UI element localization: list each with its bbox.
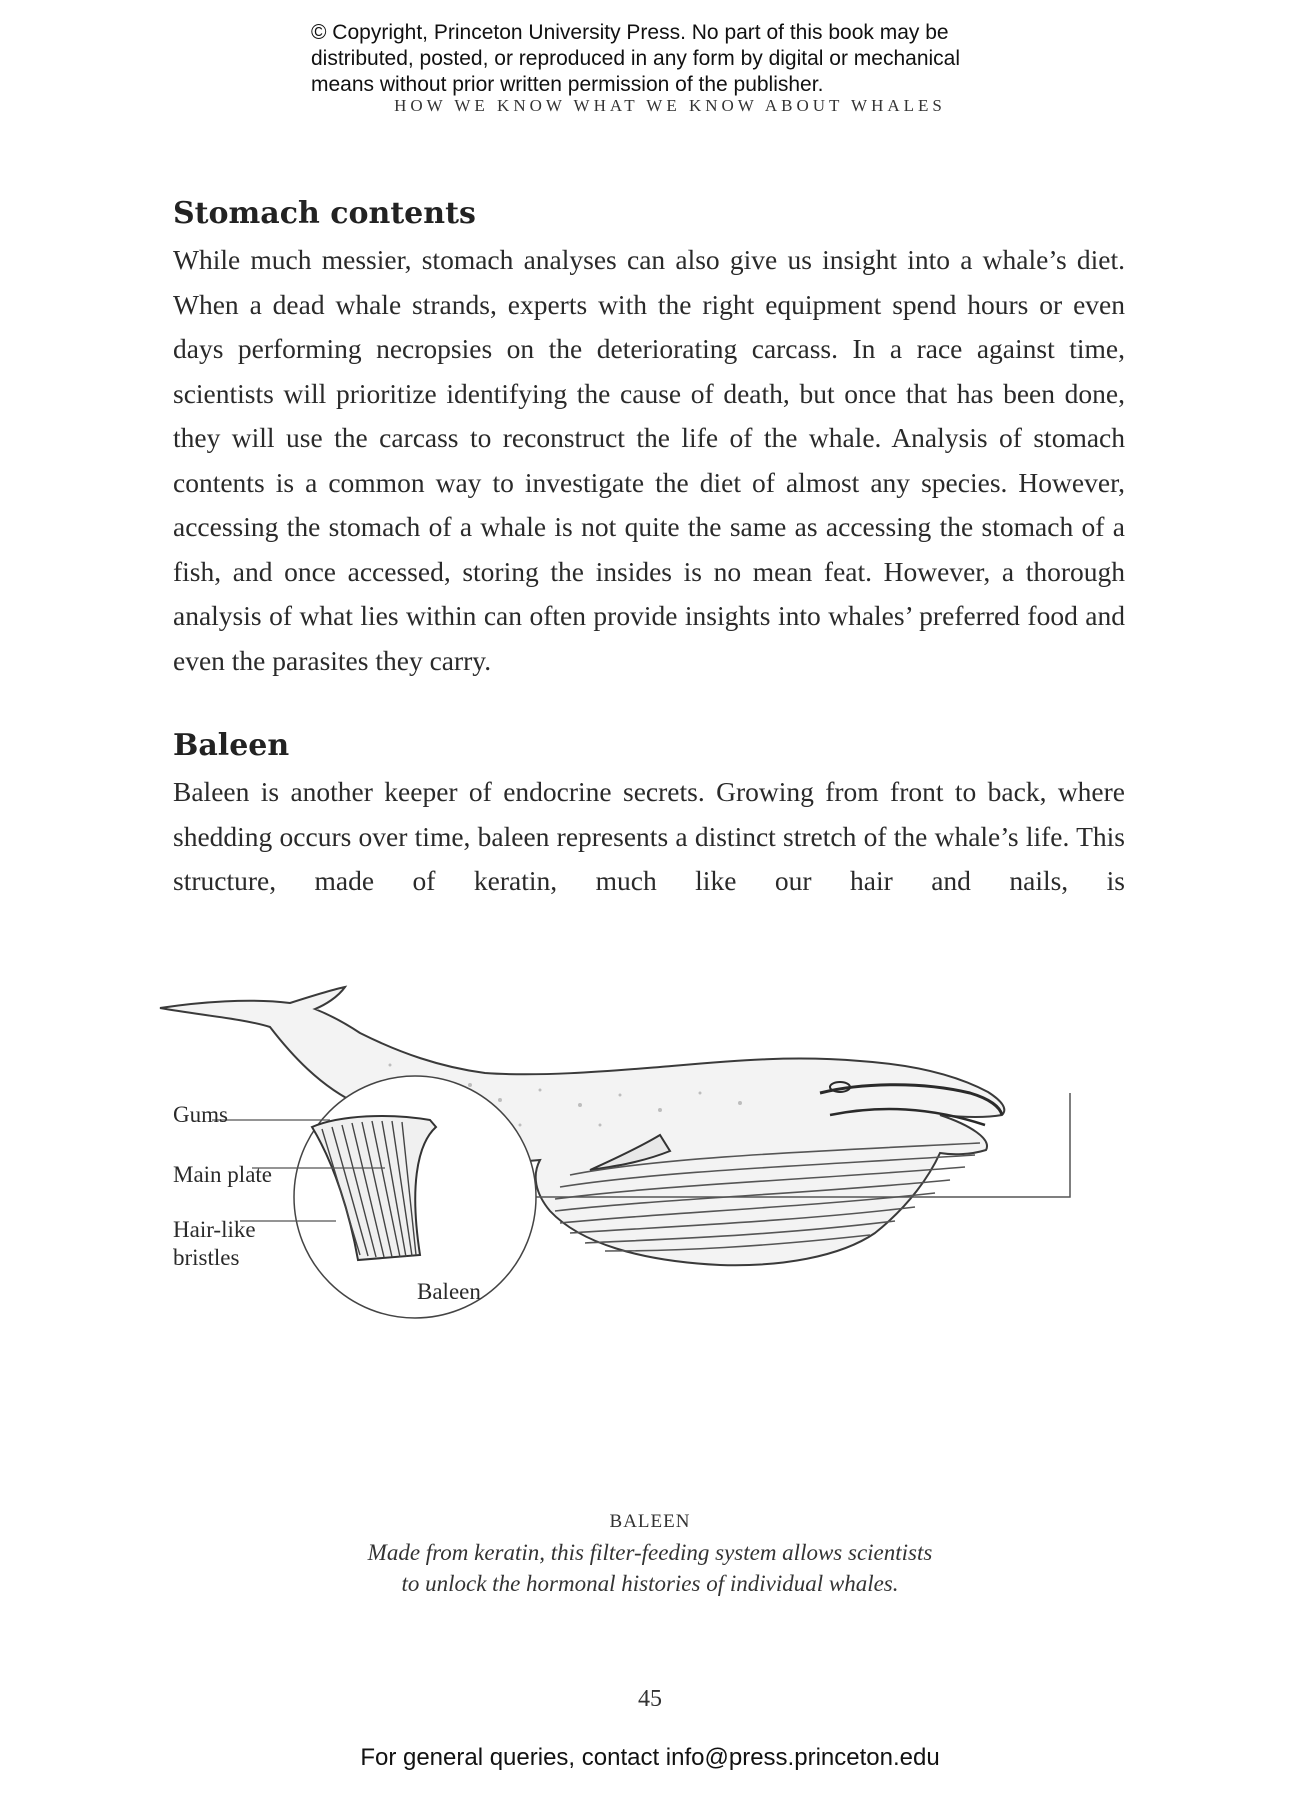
section-body-stomach-contents: While much messier, stomach analyses can also give us insight into a whale’s diet. When a dead whale strands, experts with the right equipment spend hours or even days performing necropsies on the deteriorating carcass. In a race against time, scientists will prioritize identifying the cause of death, but once that has been done, they will use the carcass to reconstruct the life of the whale. Analysis of stomach contents is a common way to investigate the diet of almost any species. However, accessing the stomach of a whale is not quite the same as accessing the stomach of a fish, and once accessed, storing the insides is no mean feat. However, a thorough analysis of what lies within can often provide insights into whales’ preferred food and even the parasites they carry. xyxy=(173,244,1125,676)
label-main-plate: Main plate xyxy=(173,1162,272,1187)
copyright-notice xyxy=(311,20,1031,98)
figure-caption-title: BALEEN xyxy=(609,1511,691,1532)
copyright-line: means without prior written permission of the publisher. xyxy=(311,73,824,96)
section-heading-baleen: Baleen xyxy=(173,728,290,763)
whale-baleen-illustration xyxy=(140,975,1160,1515)
figure-caption-line: to unlock the hormonal histories of individual whales. xyxy=(401,1571,899,1596)
copyright-line: distributed, posted, or reproduced in any form by digital or mechanical xyxy=(311,47,961,70)
label-hair-like-bristles: Hair-like bristles xyxy=(173,1217,256,1270)
footer-contact: For general queries, contact info@press.princeton.edu xyxy=(360,1744,940,1771)
label-gums: Gums xyxy=(173,1102,228,1127)
figure-caption-line: Made from keratin, this filter-feeding system allows scientists xyxy=(367,1540,933,1565)
label-baleen-inset: Baleen xyxy=(417,1279,481,1304)
whale-drawing xyxy=(140,975,1160,1515)
copyright-line: © Copyright, Princeton University Press. No part of this book may be xyxy=(311,21,949,44)
running-head: HOW WE KNOW WHAT WE KNOW ABOUT WHALES xyxy=(394,96,946,115)
section-heading-stomach-contents: Stomach contents xyxy=(173,196,476,231)
page-number: 45 xyxy=(638,1686,662,1712)
section-body-baleen: Baleen is another keeper of endocrine secrets. Growing from front to back, where shedding occurs over time, baleen represents a distinct stretch of the whale’s life. This structure, made of keratin, much like our hair and nails, is xyxy=(173,776,1125,896)
